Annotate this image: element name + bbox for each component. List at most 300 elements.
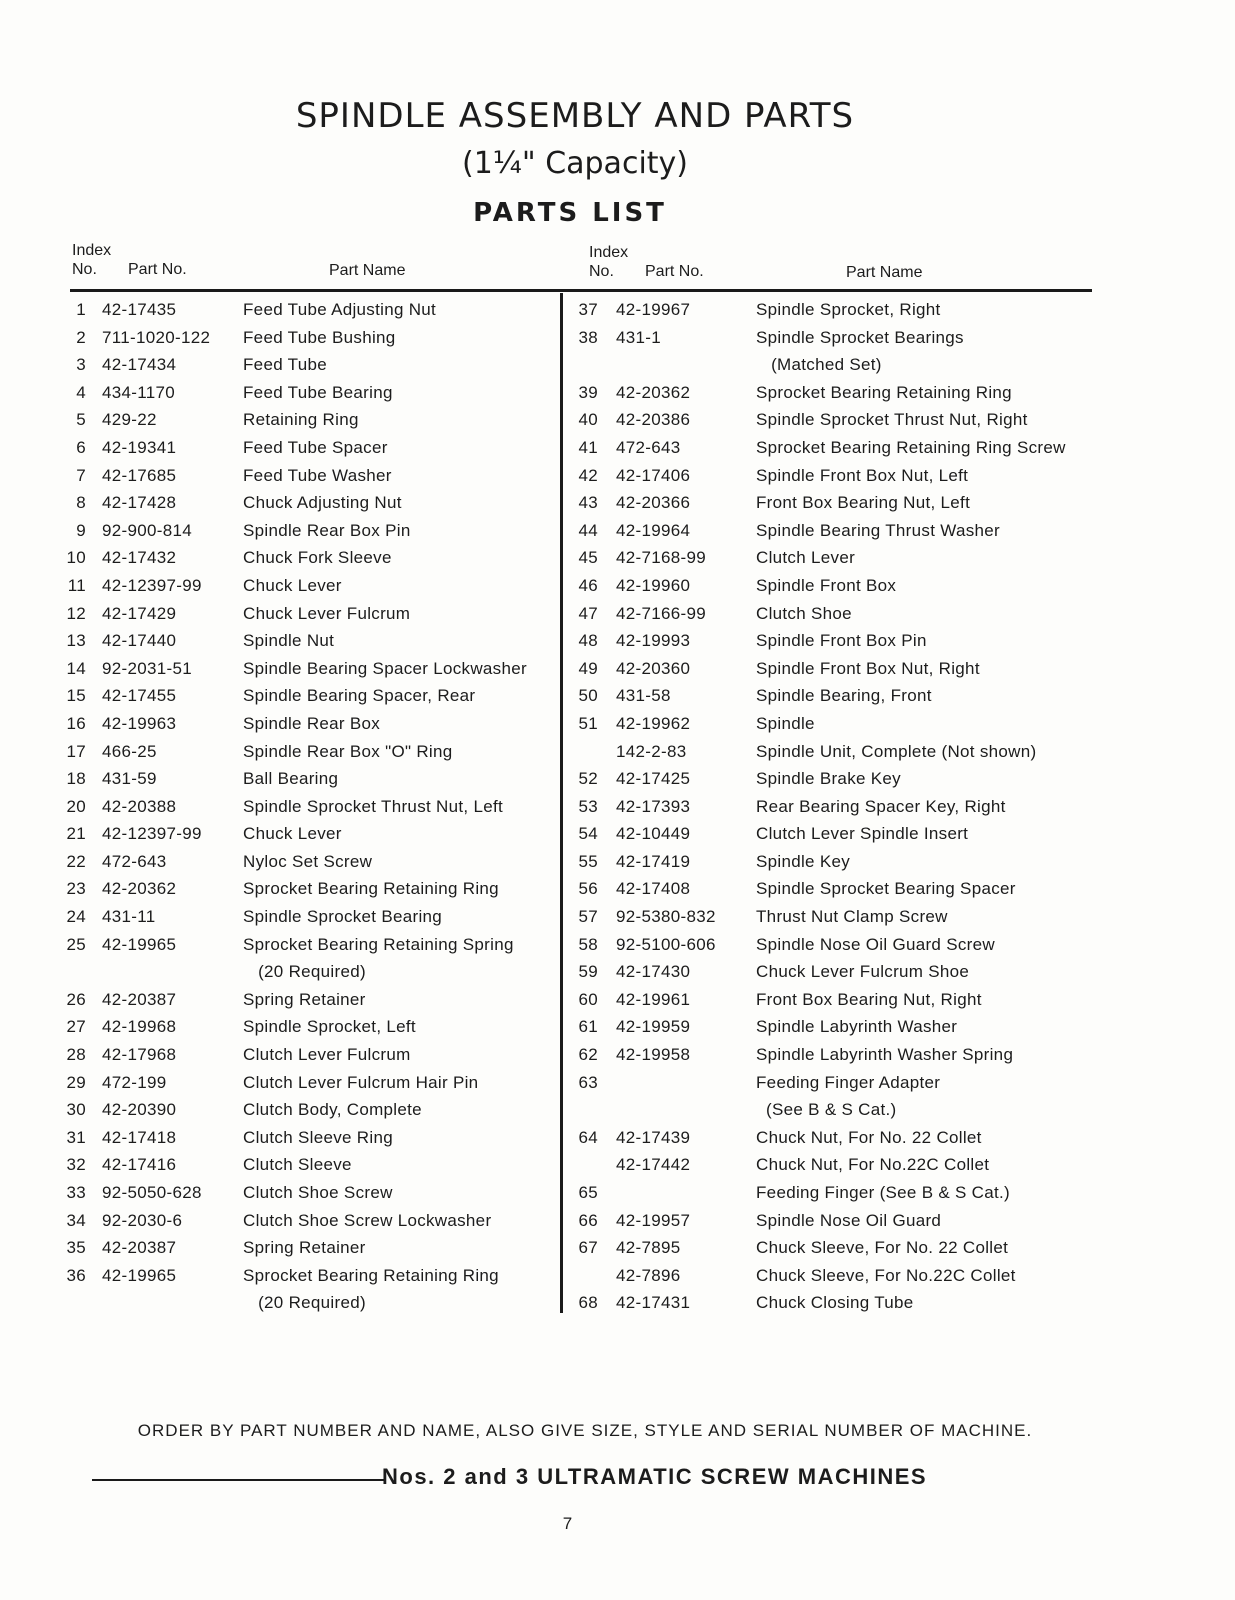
part-no-cell: 431-11: [102, 907, 156, 927]
index-cell: 16: [66, 713, 86, 733]
index-label: Index: [72, 242, 112, 259]
index-cell: 1: [76, 300, 86, 319]
part-no-cell: 42-20386: [616, 410, 691, 430]
part-no-cell: 42-17455: [102, 686, 177, 706]
part-no-cell: 472-199: [102, 1072, 167, 1092]
table-row: [56, 351, 556, 379]
table-row: [568, 572, 1108, 600]
index-cell: 5: [76, 410, 86, 430]
index-cell: 3: [76, 355, 86, 375]
machine-title: Nos. 2 and 3 ULTRAMATIC SCREW MACHINES: [382, 1464, 928, 1489]
index-cell: 13: [66, 631, 86, 651]
table-row: [568, 820, 1108, 848]
part-no-cell: 42-17408: [616, 879, 691, 899]
part-name-cell: Spindle Sprocket Thrust Nut, Right: [756, 410, 1028, 430]
part-name-cell: Spindle Bearing Thrust Washer: [756, 520, 1000, 540]
part-name-cell: Chuck Lever Fulcrum: [243, 603, 411, 623]
right-header-index: [589, 243, 628, 281]
part-name-cell: Feed Tube Adjusting Nut: [243, 300, 437, 319]
table-row: [56, 434, 556, 462]
part-no-cell: 42-17439: [616, 1127, 691, 1147]
index-cell: 55: [578, 851, 598, 871]
part-name-cell: Feed Tube Spacer: [243, 437, 388, 457]
no-label: No.: [72, 261, 97, 278]
part-name-cell: Spindle Nose Oil Guard Screw: [756, 934, 995, 954]
part-no-cell: 42-19968: [102, 1017, 177, 1037]
table-row: [568, 1013, 1108, 1041]
index-cell: 6: [76, 437, 86, 457]
table-row: [56, 1207, 556, 1235]
table-row: [56, 875, 556, 903]
right-parts-column: [568, 296, 1108, 1317]
table-row: [568, 379, 1108, 407]
table-row: [56, 903, 556, 931]
part-no-cell: 42-19965: [102, 934, 177, 954]
part-name-cell: Chuck Nut, For No. 22 Collet: [756, 1127, 982, 1147]
table-row: [568, 406, 1108, 434]
table-row: [568, 931, 1108, 959]
table-row: [568, 875, 1108, 903]
table-row: [568, 296, 1108, 324]
table-row: [56, 406, 556, 434]
table-row: [568, 1069, 1108, 1097]
table-row: [56, 1262, 556, 1290]
index-label: Index: [589, 244, 629, 261]
index-cell: 4: [76, 382, 86, 402]
table-row: [568, 434, 1108, 462]
part-no-cell: 429-22: [102, 410, 157, 430]
index-cell: 28: [66, 1045, 86, 1065]
part-no-cell: 42-20360: [616, 658, 691, 678]
part-no-cell: 42-17442: [616, 1155, 691, 1175]
index-cell: 41: [578, 437, 598, 457]
index-cell: 50: [578, 686, 598, 706]
index-cell: 64: [578, 1127, 598, 1147]
part-no-cell: 42-17425: [616, 769, 691, 789]
index-cell: 54: [578, 824, 598, 844]
index-cell: 27: [66, 1017, 86, 1037]
index-cell: 22: [66, 851, 86, 871]
index-cell: 23: [66, 879, 86, 899]
index-cell: 35: [66, 1238, 86, 1258]
part-name-cell: Spindle Bearing Spacer, Rear: [243, 686, 476, 706]
part-name-cell: Chuck Nut, For No.22C Collet: [756, 1155, 990, 1175]
part-name-cell: Spindle Sprocket Bearings: [756, 327, 964, 347]
table-row: [568, 324, 1108, 352]
index-cell: 7: [76, 465, 86, 485]
part-no-cell: 42-17430: [616, 962, 691, 982]
table-row: [568, 1041, 1108, 1069]
part-name-cell: Feeding Finger Adapter: [756, 1072, 941, 1092]
part-name-cell: Chuck Lever: [243, 575, 342, 595]
part-name-cell: Sprocket Bearing Retaining Spring: [243, 934, 514, 954]
page-number: 7: [562, 1514, 573, 1533]
table-row: [568, 462, 1108, 490]
index-cell: 67: [578, 1238, 598, 1258]
left-header-index: [72, 241, 111, 279]
part-no-cell: 42-17406: [616, 465, 691, 485]
table-row: [56, 517, 556, 545]
index-cell: 47: [578, 603, 598, 623]
table-row: [568, 848, 1108, 876]
table-row: [56, 572, 556, 600]
part-name-cell: Clutch Sleeve Ring: [243, 1127, 393, 1147]
part-no-cell: 92-900-814: [102, 520, 192, 540]
part-name-cell: Spindle Front Box: [756, 575, 897, 595]
part-name-cell: Clutch Lever Fulcrum Hair Pin: [243, 1072, 479, 1092]
table-row: [568, 1207, 1108, 1235]
part-name-cell: Clutch Shoe Screw: [243, 1183, 393, 1202]
part-name-cell: Front Box Bearing Nut, Left: [756, 493, 971, 513]
table-row: [568, 544, 1108, 572]
part-no-cell: 42-17428: [102, 493, 177, 513]
index-cell: 53: [578, 796, 598, 816]
part-name-cell: Spindle Sprocket Bearing Spacer: [756, 879, 1016, 899]
part-no-cell: 42-17968: [102, 1045, 177, 1065]
part-name-cell: Clutch Body, Complete: [243, 1100, 422, 1120]
part-name-cell: Chuck Lever Fulcrum Shoe: [756, 962, 970, 982]
part-name-cell: Thrust Nut Clamp Screw: [756, 907, 948, 927]
part-no-cell: 42-19963: [102, 713, 177, 733]
part-name-cell: Clutch Shoe Screw Lockwasher: [243, 1210, 492, 1230]
index-cell: 56: [578, 879, 598, 899]
part-name-cell: Sprocket Bearing Retaining Ring: [243, 879, 499, 899]
part-name-cell: Spindle Rear Box: [243, 713, 381, 733]
table-row: [568, 1096, 1108, 1124]
table-row: [568, 710, 1108, 738]
index-cell: 40: [578, 410, 598, 430]
part-name-cell: Spindle Rear Box Pin: [243, 520, 411, 540]
table-row: [568, 903, 1108, 931]
part-name-cell: Front Box Bearing Nut, Right: [756, 989, 982, 1009]
index-cell: 24: [66, 907, 86, 927]
left-header-part-name: Part Name: [329, 262, 406, 279]
part-no-cell: 42-19962: [616, 713, 691, 733]
index-cell: 68: [578, 1293, 598, 1313]
part-name-cell: Rear Bearing Spacer Key, Right: [756, 796, 1006, 816]
part-no-cell: 42-10449: [616, 824, 691, 844]
part-name-cell: Spindle Front Box Nut, Left: [756, 465, 969, 485]
part-no-cell: 142-2-83: [616, 741, 687, 761]
table-row: [56, 1069, 556, 1097]
index-cell: 8: [76, 493, 86, 513]
index-cell: 2: [76, 327, 86, 347]
index-cell: 33: [66, 1183, 86, 1202]
part-name-cell: (Matched Set): [756, 355, 882, 375]
table-row: [56, 627, 556, 655]
index-cell: 17: [66, 741, 86, 761]
right-header-part-name: Part Name: [846, 264, 923, 281]
part-no-cell: 711-1020-122: [102, 327, 211, 347]
part-name-cell: Spindle Rear Box "O" Ring: [243, 741, 453, 761]
table-row: [56, 1013, 556, 1041]
table-row: [568, 600, 1108, 628]
index-cell: 62: [578, 1045, 598, 1065]
table-row: [568, 1234, 1108, 1262]
part-no-cell: 431-59: [102, 769, 157, 789]
part-no-cell: 42-17431: [616, 1293, 691, 1313]
index-cell: 20: [66, 796, 86, 816]
no-label: No.: [589, 263, 614, 280]
index-cell: 63: [578, 1072, 598, 1092]
table-row: [56, 793, 556, 821]
part-name-cell: Nyloc Set Screw: [243, 851, 373, 871]
part-name-cell: Sprocket Bearing Retaining Ring: [243, 1265, 499, 1285]
part-name-cell: (20 Required): [243, 962, 366, 982]
table-row: [568, 986, 1108, 1014]
part-no-cell: 42-12397-99: [102, 824, 202, 844]
index-cell: 44: [578, 520, 598, 540]
part-no-cell: 434-1170: [102, 382, 175, 402]
part-name-cell: Spindle Sprocket Bearing: [243, 907, 443, 927]
part-name-cell: Chuck Fork Sleeve: [243, 548, 392, 568]
table-row: [568, 738, 1108, 766]
index-cell: 58: [578, 934, 598, 954]
part-no-cell: 42-19964: [616, 520, 691, 540]
part-name-cell: Feed Tube Washer: [243, 465, 392, 485]
table-row: [56, 1151, 556, 1179]
part-name-cell: Spindle Nose Oil Guard: [756, 1210, 942, 1230]
index-cell: 29: [66, 1072, 86, 1092]
part-no-cell: 431-58: [616, 686, 671, 706]
part-no-cell: 42-7896: [616, 1265, 681, 1285]
part-name-cell: Spindle Labyrinth Washer Spring: [756, 1045, 1014, 1065]
part-no-cell: 92-5380-832: [616, 907, 716, 927]
part-no-cell: 42-17418: [102, 1127, 177, 1147]
table-row: [56, 958, 556, 986]
table-row: [56, 931, 556, 959]
part-name-cell: Chuck Sleeve, For No.22C Collet: [756, 1265, 1016, 1285]
part-no-cell: 42-19960: [616, 575, 691, 595]
table-row: [568, 627, 1108, 655]
left-header-part-no: Part No.: [128, 261, 187, 278]
part-no-cell: 42-17429: [102, 603, 177, 623]
index-cell: 12: [66, 603, 86, 623]
part-name-cell: Spindle Unit, Complete (Not shown): [756, 741, 1037, 761]
part-no-cell: 92-5050-628: [102, 1183, 202, 1202]
table-row: [56, 296, 556, 324]
part-no-cell: 42-7166-99: [616, 603, 706, 623]
page-subtitle: (1¼" Capacity): [461, 146, 688, 181]
table-row: [56, 379, 556, 407]
part-name-cell: Spindle Bearing, Front: [756, 686, 932, 706]
index-cell: 60: [578, 989, 598, 1009]
part-name-cell: Ball Bearing: [243, 769, 339, 789]
index-cell: 39: [578, 382, 598, 402]
index-cell: 52: [578, 769, 598, 789]
table-row: [56, 544, 556, 572]
part-name-cell: Chuck Adjusting Nut: [243, 493, 402, 513]
part-no-cell: 42-12397-99: [102, 575, 202, 595]
table-row: [568, 517, 1108, 545]
part-name-cell: Spring Retainer: [243, 989, 366, 1009]
part-no-cell: 42-19967: [616, 300, 691, 319]
part-name-cell: Sprocket Bearing Retaining Ring: [756, 382, 1012, 402]
table-row: [568, 1289, 1108, 1317]
part-name-cell: Chuck Sleeve, For No. 22 Collet: [756, 1238, 1009, 1258]
footer-rule: [92, 1479, 384, 1481]
part-name-cell: Chuck Lever: [243, 824, 342, 844]
table-row: [568, 1124, 1108, 1152]
column-divider: [560, 293, 563, 1313]
part-name-cell: Feed Tube: [243, 355, 327, 375]
table-row: [56, 820, 556, 848]
part-no-cell: 42-19961: [616, 989, 691, 1009]
part-no-cell: 431-1: [616, 327, 661, 347]
index-cell: 49: [578, 658, 598, 678]
index-cell: 57: [578, 907, 598, 927]
index-cell: 26: [66, 989, 86, 1009]
table-row: [56, 765, 556, 793]
table-row: [56, 738, 556, 766]
part-no-cell: 42-17419: [616, 851, 691, 871]
part-name-cell: Clutch Lever Spindle Insert: [756, 824, 969, 844]
part-no-cell: 42-20390: [102, 1100, 177, 1120]
part-name-cell: Clutch Lever Fulcrum: [243, 1045, 411, 1065]
part-name-cell: Clutch Sleeve: [243, 1155, 352, 1175]
index-cell: 21: [66, 824, 86, 844]
part-no-cell: 42-20362: [616, 382, 691, 402]
table-row: [568, 351, 1108, 379]
part-no-cell: 42-19993: [616, 631, 691, 651]
part-no-cell: 42-20362: [102, 879, 177, 899]
part-name-cell: Spindle Bearing Spacer Lockwasher: [243, 658, 527, 678]
table-row: [56, 1289, 556, 1317]
table-row: [56, 462, 556, 490]
index-cell: 31: [66, 1127, 86, 1147]
part-no-cell: 42-20387: [102, 1238, 177, 1258]
index-cell: 30: [66, 1100, 86, 1120]
table-row: [568, 1179, 1108, 1207]
index-cell: 38: [578, 327, 598, 347]
part-no-cell: 466-25: [102, 741, 157, 761]
index-cell: 61: [578, 1017, 598, 1037]
part-name-cell: Spindle Front Box Pin: [756, 631, 927, 651]
index-cell: 25: [66, 934, 86, 954]
index-cell: 51: [578, 713, 598, 733]
index-cell: 59: [578, 962, 598, 982]
part-name-cell: (See B & S Cat.): [756, 1100, 897, 1120]
part-no-cell: 42-19958: [616, 1045, 691, 1065]
index-cell: 66: [578, 1210, 598, 1230]
header-rule: [70, 289, 1092, 292]
order-note: ORDER BY PART NUMBER AND NAME, ALSO GIVE SIZE, STYLE AND SERIAL NUMBER OF MACHINE.: [137, 1421, 1033, 1440]
part-name-cell: Spindle Sprocket, Right: [756, 300, 941, 319]
index-cell: 14: [66, 658, 86, 678]
index-cell: 43: [578, 493, 598, 513]
part-no-cell: 92-2030-6: [102, 1210, 183, 1230]
part-name-cell: Clutch Lever: [756, 548, 856, 568]
table-row: [568, 682, 1108, 710]
part-no-cell: 42-17434: [102, 355, 177, 375]
part-name-cell: Feed Tube Bearing: [243, 382, 393, 402]
part-no-cell: 42-20366: [616, 493, 691, 513]
part-no-cell: 42-7168-99: [616, 548, 706, 568]
part-no-cell: 42-7895: [616, 1238, 681, 1258]
part-no-cell: 42-19959: [616, 1017, 691, 1037]
index-cell: 46: [578, 575, 598, 595]
part-no-cell: 472-643: [616, 437, 681, 457]
index-cell: 15: [66, 686, 86, 706]
table-row: [56, 600, 556, 628]
index-cell: 42: [578, 465, 598, 485]
table-row: [56, 682, 556, 710]
index-cell: 18: [66, 769, 86, 789]
table-row: [56, 655, 556, 683]
table-row: [568, 958, 1108, 986]
index-cell: 48: [578, 631, 598, 651]
table-row: [568, 765, 1108, 793]
table-row: [56, 710, 556, 738]
right-header-part-no: Part No.: [645, 263, 704, 280]
part-name-cell: Spring Retainer: [243, 1238, 366, 1258]
part-name-cell: Spindle Key: [756, 851, 851, 871]
part-name-cell: Spindle: [756, 713, 815, 733]
part-no-cell: 42-19341: [102, 437, 177, 457]
part-no-cell: 92-5100-606: [616, 934, 716, 954]
left-parts-column: [56, 296, 556, 1317]
table-row: [568, 793, 1108, 821]
table-row: [56, 1124, 556, 1152]
index-cell: 10: [66, 548, 86, 568]
part-name-cell: (20 Required): [243, 1293, 366, 1313]
part-name-cell: Spindle Front Box Nut, Right: [756, 658, 980, 678]
index-cell: 34: [66, 1210, 86, 1230]
part-name-cell: Retaining Ring: [243, 410, 359, 430]
table-row: [56, 1041, 556, 1069]
part-name-cell: Chuck Closing Tube: [756, 1293, 914, 1313]
index-cell: 11: [67, 575, 86, 595]
parts-list-heading: PARTS LIST: [473, 198, 667, 228]
part-name-cell: Spindle Sprocket Thrust Nut, Left: [243, 796, 503, 816]
part-no-cell: 42-17440: [102, 631, 177, 651]
table-row: [56, 848, 556, 876]
part-name-cell: Feed Tube Bushing: [243, 327, 396, 347]
table-row: [56, 986, 556, 1014]
part-name-cell: Spindle Labyrinth Washer: [756, 1017, 958, 1037]
table-row: [568, 1151, 1108, 1179]
part-no-cell: 42-17393: [616, 796, 691, 816]
index-cell: 65: [578, 1183, 598, 1202]
part-no-cell: 42-17432: [102, 548, 177, 568]
table-row: [56, 489, 556, 517]
part-no-cell: 42-19965: [102, 1265, 177, 1285]
index-cell: 45: [578, 548, 598, 568]
part-name-cell: Sprocket Bearing Retaining Ring Screw: [756, 437, 1066, 457]
index-cell: 9: [76, 520, 86, 540]
part-name-cell: Clutch Shoe: [756, 603, 852, 623]
part-name-cell: Feeding Finger (See B & S Cat.): [756, 1183, 1011, 1202]
part-no-cell: 42-20388: [102, 796, 177, 816]
table-row: [56, 1179, 556, 1207]
part-no-cell: 92-2031-51: [102, 658, 192, 678]
part-name-cell: Spindle Sprocket, Left: [243, 1017, 416, 1037]
part-no-cell: 42-17435: [102, 300, 177, 319]
index-cell: 32: [66, 1155, 86, 1175]
part-no-cell: 42-19957: [616, 1210, 691, 1230]
table-row: [568, 1262, 1108, 1290]
part-no-cell: 42-17685: [102, 465, 177, 485]
part-name-cell: Spindle Brake Key: [756, 769, 901, 789]
table-row: [56, 324, 556, 352]
table-row: [568, 489, 1108, 517]
page-title: SPINDLE ASSEMBLY AND PARTS: [295, 96, 855, 136]
table-row: [568, 655, 1108, 683]
table-row: [56, 1096, 556, 1124]
index-cell: 36: [66, 1265, 86, 1285]
index-cell: 37: [578, 300, 598, 319]
part-name-cell: Spindle Nut: [243, 631, 335, 651]
